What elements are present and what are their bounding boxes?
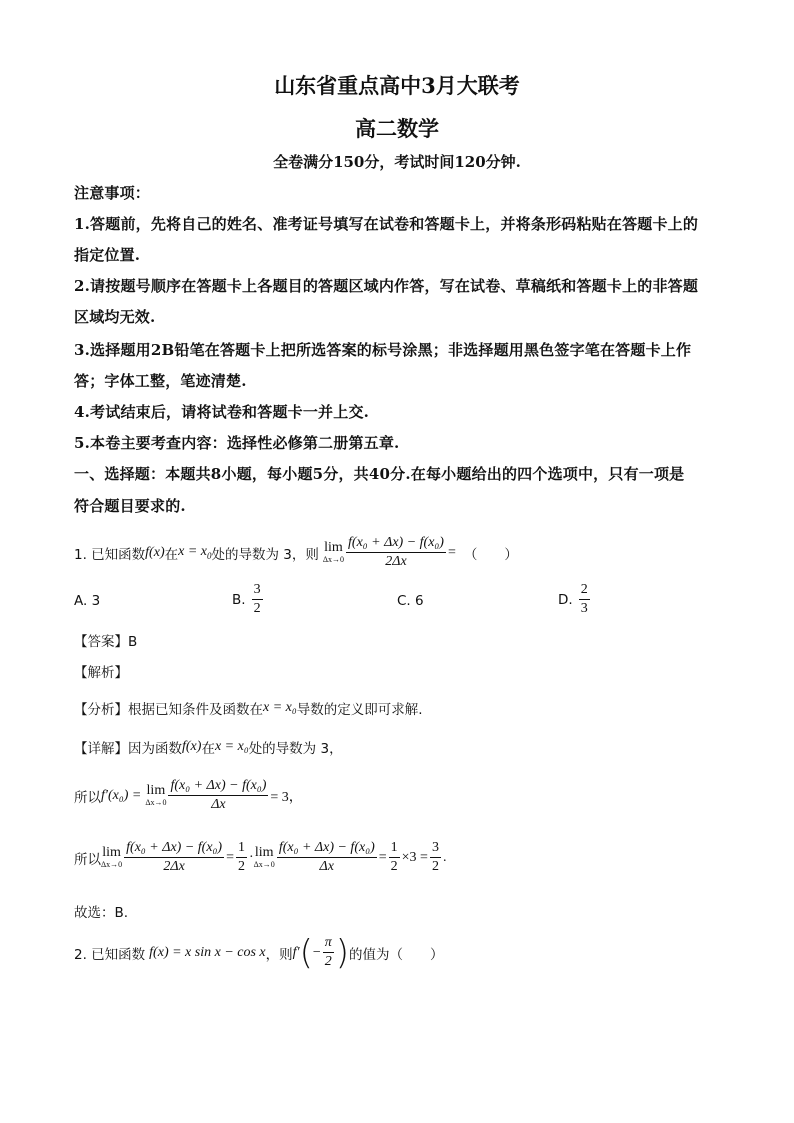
q1-fraction: $\frac{\text{f(x₀ + Δx) − f(x₀)}}{2\Delta x}$: [348, 535, 444, 570]
q1-cond: $x = x_0$: [178, 544, 212, 561]
q1-text: 处的导数为 3，则: [211, 546, 319, 563]
notice-item-3-line-1: 3.选择题用2B铅笔在答题卡上把所选答案的标号涂黑；非选择题用黑色签字笔在答题卡上作: [74, 341, 692, 359]
xiangjie-line: 【详解】因为函数 f(x) 在 x = x₀ 处的导数为 3，: [74, 739, 343, 757]
q1-limit: lim Δx→0: [322, 540, 345, 565]
choose-line: 故选：B.: [74, 905, 129, 921]
question-2: 2. 已知函数 f(x) = x sin x − cos x ，则 f′ ( − $\frac{\pi}{2}$ ) 的值为（ ）: [74, 932, 444, 973]
notice-item-2-line-2: 区域均无效.: [74, 308, 156, 326]
notice-item-1-line-2: 指定位置.: [74, 246, 141, 264]
step-1: 所以 f′(x₀) = lim Δx→0 $\frac{\text{f(x₀ + Δx) − f(x₀)}}{\Delta x}$ = 3，: [74, 778, 303, 813]
q1-bracket: （ ）: [463, 546, 518, 563]
answer-label: 【答案】B: [74, 634, 138, 650]
question-1: [74, 535, 518, 570]
notice-item-3-line-2: 答；字体工整，笔迹清楚.: [74, 372, 247, 390]
q1-option-a: A. 3: [74, 593, 101, 609]
notice-item-2-line-1: 2.请按题号顺序在答题卡上各题目的答题区域内作答，写在试卷、草稿纸和答题卡上的非答题: [74, 277, 699, 295]
step-2: 所以 lim Δx→0 $\frac{\text{f(x₀ + Δx) − f(x₀)}}{2\Delta x}$ = $\frac{1}{2}$ · lim Δx→0 $\frac{\text{f(x₀ + Δx) − f(x₀)}}{\Delta x}$ = $\frac{1}{2}$ ×3 = $\frac{3}{2}$ .: [74, 840, 447, 875]
q1-option-b: B. $\frac{3}{2}$: [232, 582, 261, 617]
notice-heading: 注意事项：: [74, 184, 151, 202]
q1-option-c: C. 6: [397, 593, 424, 609]
notice-item-5: 5.本卷主要考查内容：选择性必修第二册第五章.: [74, 434, 400, 452]
section-1-line-2: 符合题目要求的.: [74, 497, 186, 515]
analysis-label: 【解析】: [74, 665, 128, 681]
q1-equals: =: [447, 544, 456, 560]
section-1-line-1: 一、选择题：本题共8小题，每小题5分，共40分.在每小题给出的四个选项中，只有一项是: [74, 465, 685, 483]
q1-in: 在: [164, 546, 179, 563]
notice-item-4: 4.考试结束后，请将试卷和答题卡一并上交.: [74, 403, 370, 421]
notice-item-1-line-1: 1.答题前，先将自己的姓名、准考证号填写在试卷和答题卡上，并将条形码粘贴在答题卡上的: [74, 215, 699, 233]
q1-fx: f(x): [145, 544, 165, 560]
page-subtitle: 高二数学: [355, 116, 439, 141]
q1-option-d: D. $\frac{2}{3}$: [558, 582, 588, 617]
exam-info: 全卷满分150分，考试时间120分钟.: [273, 153, 521, 171]
page-title: 山东省重点高中3月大联考: [274, 73, 520, 98]
fenxi-line: 【分析】根据已知条件及函数在 x = x₀ 导数的定义即可求解.: [74, 700, 423, 718]
q1-prefix: 1. 已知函数: [74, 546, 146, 563]
